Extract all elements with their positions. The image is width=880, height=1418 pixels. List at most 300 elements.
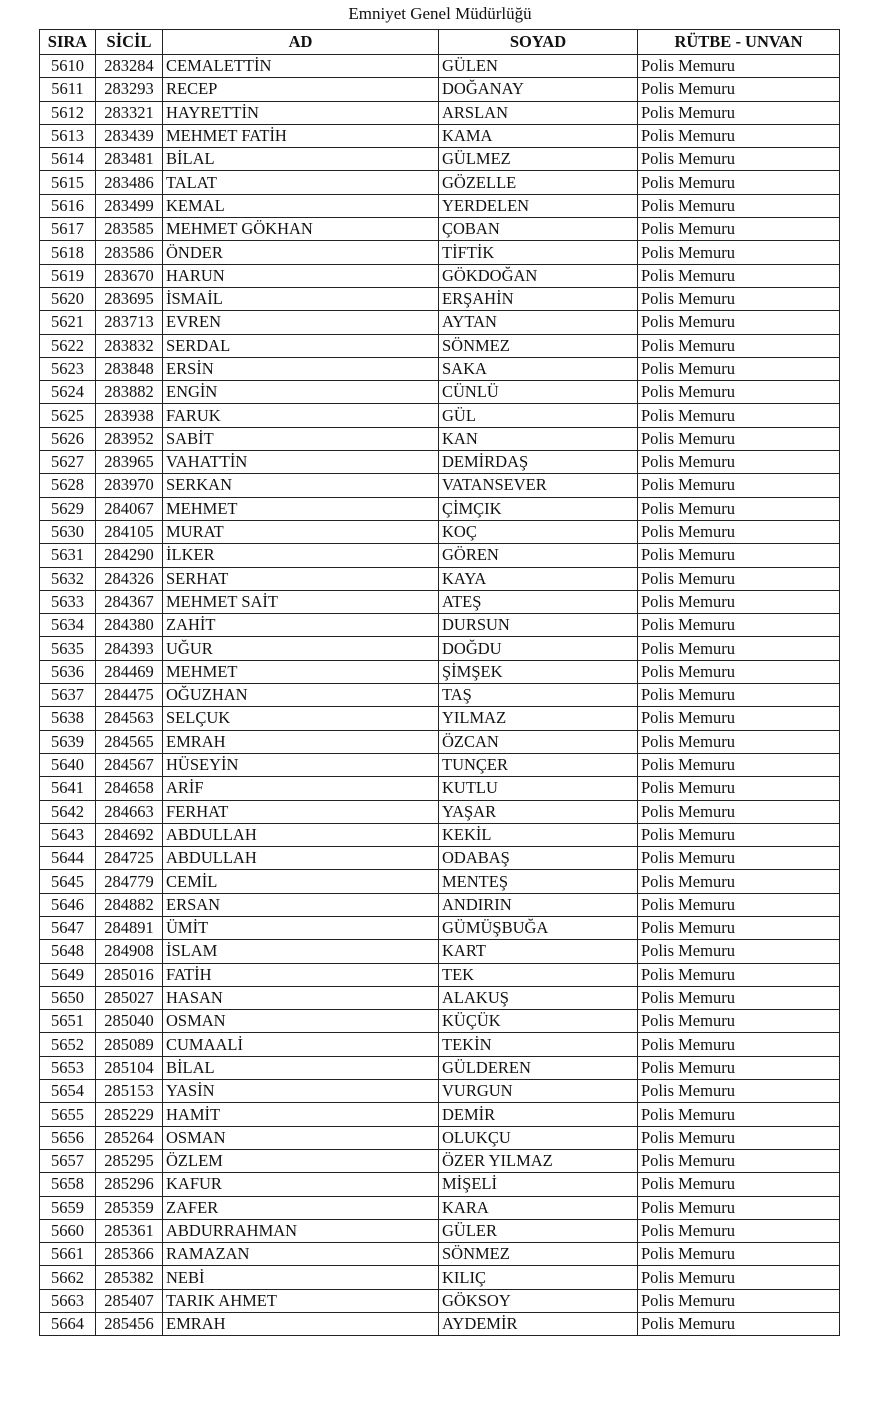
cell-soyad: TEKİN (439, 1033, 638, 1056)
table-row (40, 660, 840, 683)
cell-ad: HARUN (163, 264, 439, 287)
cell-sicil: 283970 (96, 474, 163, 497)
cell-rutbe: Polis Memuru (638, 777, 840, 800)
cell-ad: SERKAN (163, 474, 439, 497)
cell-sira: 5651 (40, 1010, 96, 1033)
cell-sicil: 284380 (96, 614, 163, 637)
cell-soyad: GÜL (439, 404, 638, 427)
cell-ad: SELÇUK (163, 707, 439, 730)
header-rutbe: RÜTBE - UNVAN (638, 30, 840, 55)
cell-sira: 5640 (40, 753, 96, 776)
cell-ad: EMRAH (163, 730, 439, 753)
cell-sicil: 285153 (96, 1080, 163, 1103)
cell-soyad: GÖKSOY (439, 1289, 638, 1312)
cell-rutbe: Polis Memuru (638, 637, 840, 660)
cell-sicil: 285407 (96, 1289, 163, 1312)
table-row (40, 684, 840, 707)
table-row (40, 1196, 840, 1219)
cell-sicil: 284663 (96, 800, 163, 823)
cell-rutbe: Polis Memuru (638, 753, 840, 776)
cell-ad: HASAN (163, 986, 439, 1009)
cell-soyad: SAKA (439, 357, 638, 380)
cell-sira: 5662 (40, 1266, 96, 1289)
cell-rutbe: Polis Memuru (638, 124, 840, 147)
cell-sira: 5626 (40, 427, 96, 450)
cell-rutbe: Polis Memuru (638, 1313, 840, 1336)
cell-sira: 5634 (40, 614, 96, 637)
cell-rutbe: Polis Memuru (638, 707, 840, 730)
cell-soyad: KOÇ (439, 520, 638, 543)
cell-ad: ÖZLEM (163, 1149, 439, 1172)
cell-rutbe: Polis Memuru (638, 218, 840, 241)
cell-ad: MEHMET GÖKHAN (163, 218, 439, 241)
cell-sicil: 284779 (96, 870, 163, 893)
table-row (40, 800, 840, 823)
cell-rutbe: Polis Memuru (638, 55, 840, 78)
cell-ad: TARIK AHMET (163, 1289, 439, 1312)
table-row (40, 404, 840, 427)
table-row (40, 893, 840, 916)
cell-sicil: 284067 (96, 497, 163, 520)
table-row (40, 1313, 840, 1336)
cell-ad: İLKER (163, 544, 439, 567)
table-row (40, 614, 840, 637)
table-row (40, 1173, 840, 1196)
cell-sicil: 283284 (96, 55, 163, 78)
personnel-table (39, 29, 840, 1336)
table-row (40, 823, 840, 846)
table-row (40, 1243, 840, 1266)
cell-sira: 5658 (40, 1173, 96, 1196)
cell-sicil: 283965 (96, 451, 163, 474)
table-row (40, 241, 840, 264)
table-row (40, 1010, 840, 1033)
cell-ad: EVREN (163, 311, 439, 334)
cell-soyad: MENTEŞ (439, 870, 638, 893)
cell-ad: RAMAZAN (163, 1243, 439, 1266)
table-row (40, 287, 840, 310)
cell-sira: 5615 (40, 171, 96, 194)
cell-sira: 5624 (40, 381, 96, 404)
table-row (40, 381, 840, 404)
cell-rutbe: Polis Memuru (638, 847, 840, 870)
header-sira: SIRA (40, 30, 96, 55)
cell-sira: 5630 (40, 520, 96, 543)
cell-soyad: DOĞANAY (439, 78, 638, 101)
cell-sicil: 284469 (96, 660, 163, 683)
table-row (40, 1149, 840, 1172)
cell-sira: 5611 (40, 78, 96, 101)
cell-sira: 5654 (40, 1080, 96, 1103)
cell-sira: 5653 (40, 1056, 96, 1079)
cell-ad: MEHMET SAİT (163, 590, 439, 613)
cell-ad: EMRAH (163, 1313, 439, 1336)
cell-sicil: 283585 (96, 218, 163, 241)
cell-rutbe: Polis Memuru (638, 1173, 840, 1196)
table-row (40, 334, 840, 357)
table-row (40, 986, 840, 1009)
cell-soyad: AYTAN (439, 311, 638, 334)
cell-soyad: TUNÇER (439, 753, 638, 776)
cell-soyad: KARA (439, 1196, 638, 1219)
table-row (40, 847, 840, 870)
cell-sira: 5639 (40, 730, 96, 753)
cell-sicil: 285016 (96, 963, 163, 986)
cell-sicil: 283499 (96, 194, 163, 217)
cell-sira: 5648 (40, 940, 96, 963)
cell-soyad: KAN (439, 427, 638, 450)
cell-ad: KAFUR (163, 1173, 439, 1196)
table-row (40, 1219, 840, 1242)
cell-soyad: ÖZER YILMAZ (439, 1149, 638, 1172)
cell-sicil: 285296 (96, 1173, 163, 1196)
cell-sicil: 284891 (96, 916, 163, 939)
cell-sira: 5652 (40, 1033, 96, 1056)
cell-sicil: 285040 (96, 1010, 163, 1033)
cell-sira: 5620 (40, 287, 96, 310)
header-ad: AD (163, 30, 439, 55)
cell-sicil: 283670 (96, 264, 163, 287)
cell-sira: 5644 (40, 847, 96, 870)
cell-ad: CEMİL (163, 870, 439, 893)
table-row (40, 590, 840, 613)
cell-rutbe: Polis Memuru (638, 520, 840, 543)
cell-ad: SERHAT (163, 567, 439, 590)
table-row (40, 124, 840, 147)
cell-rutbe: Polis Memuru (638, 1266, 840, 1289)
cell-ad: ENGİN (163, 381, 439, 404)
cell-ad: ZAHİT (163, 614, 439, 637)
cell-sira: 5657 (40, 1149, 96, 1172)
cell-soyad: YILMAZ (439, 707, 638, 730)
cell-soyad: TEK (439, 963, 638, 986)
cell-ad: BİLAL (163, 1056, 439, 1079)
cell-ad: KEMAL (163, 194, 439, 217)
cell-sira: 5625 (40, 404, 96, 427)
cell-rutbe: Polis Memuru (638, 194, 840, 217)
cell-sira: 5631 (40, 544, 96, 567)
cell-sira: 5610 (40, 55, 96, 78)
cell-sira: 5635 (40, 637, 96, 660)
table-row (40, 427, 840, 450)
cell-ad: VAHATTİN (163, 451, 439, 474)
table-row (40, 474, 840, 497)
cell-soyad: KAMA (439, 124, 638, 147)
table-row (40, 1103, 840, 1126)
cell-ad: ERSİN (163, 357, 439, 380)
cell-soyad: ERŞAHİN (439, 287, 638, 310)
cell-rutbe: Polis Memuru (638, 684, 840, 707)
table-header-row (40, 30, 840, 55)
cell-rutbe: Polis Memuru (638, 241, 840, 264)
table-row (40, 101, 840, 124)
cell-sira: 5616 (40, 194, 96, 217)
cell-rutbe: Polis Memuru (638, 474, 840, 497)
cell-ad: ÖNDER (163, 241, 439, 264)
cell-rutbe: Polis Memuru (638, 1289, 840, 1312)
cell-rutbe: Polis Memuru (638, 427, 840, 450)
cell-soyad: VATANSEVER (439, 474, 638, 497)
cell-ad: SABİT (163, 427, 439, 450)
cell-ad: İSLAM (163, 940, 439, 963)
cell-sicil: 283832 (96, 334, 163, 357)
table-row (40, 171, 840, 194)
cell-sira: 5661 (40, 1243, 96, 1266)
cell-soyad: SÖNMEZ (439, 334, 638, 357)
cell-rutbe: Polis Memuru (638, 148, 840, 171)
cell-sicil: 283848 (96, 357, 163, 380)
cell-ad: RECEP (163, 78, 439, 101)
cell-ad: MURAT (163, 520, 439, 543)
cell-sicil: 283586 (96, 241, 163, 264)
cell-rutbe: Polis Memuru (638, 1243, 840, 1266)
cell-rutbe: Polis Memuru (638, 101, 840, 124)
cell-soyad: GÖZELLE (439, 171, 638, 194)
cell-rutbe: Polis Memuru (638, 614, 840, 637)
cell-soyad: GÜLDEREN (439, 1056, 638, 1079)
cell-sicil: 284393 (96, 637, 163, 660)
cell-soyad: GÜMÜŞBUĞA (439, 916, 638, 939)
cell-sicil: 284290 (96, 544, 163, 567)
cell-rutbe: Polis Memuru (638, 823, 840, 846)
cell-sira: 5612 (40, 101, 96, 124)
cell-soyad: ODABAŞ (439, 847, 638, 870)
cell-sicil: 284882 (96, 893, 163, 916)
cell-soyad: DOĞDU (439, 637, 638, 660)
table-row (40, 520, 840, 543)
cell-sira: 5636 (40, 660, 96, 683)
cell-sicil: 285027 (96, 986, 163, 1009)
cell-sicil: 284908 (96, 940, 163, 963)
cell-soyad: ALAKUŞ (439, 986, 638, 1009)
cell-rutbe: Polis Memuru (638, 1126, 840, 1149)
cell-soyad: TİFTİK (439, 241, 638, 264)
cell-rutbe: Polis Memuru (638, 870, 840, 893)
cell-soyad: GÜLEN (439, 55, 638, 78)
cell-rutbe: Polis Memuru (638, 800, 840, 823)
cell-sira: 5647 (40, 916, 96, 939)
table-row (40, 357, 840, 380)
cell-sicil: 285104 (96, 1056, 163, 1079)
cell-rutbe: Polis Memuru (638, 1196, 840, 1219)
cell-rutbe: Polis Memuru (638, 404, 840, 427)
cell-ad: SERDAL (163, 334, 439, 357)
cell-sicil: 284475 (96, 684, 163, 707)
cell-sira: 5627 (40, 451, 96, 474)
cell-sicil: 283321 (96, 101, 163, 124)
cell-sira: 5646 (40, 893, 96, 916)
cell-rutbe: Polis Memuru (638, 544, 840, 567)
cell-sicil: 284326 (96, 567, 163, 590)
cell-sira: 5649 (40, 963, 96, 986)
table-row (40, 78, 840, 101)
cell-ad: HÜSEYİN (163, 753, 439, 776)
cell-rutbe: Polis Memuru (638, 940, 840, 963)
cell-sicil: 283481 (96, 148, 163, 171)
cell-sicil: 283952 (96, 427, 163, 450)
document-title: Emniyet Genel Müdürlüğü (348, 4, 532, 23)
cell-sira: 5628 (40, 474, 96, 497)
cell-ad: YASİN (163, 1080, 439, 1103)
cell-sicil: 285264 (96, 1126, 163, 1149)
cell-ad: ÜMİT (163, 916, 439, 939)
cell-rutbe: Polis Memuru (638, 590, 840, 613)
cell-ad: MEHMET (163, 660, 439, 683)
cell-rutbe: Polis Memuru (638, 916, 840, 939)
cell-sira: 5642 (40, 800, 96, 823)
table-row (40, 1033, 840, 1056)
cell-sicil: 285229 (96, 1103, 163, 1126)
cell-ad: CUMAALİ (163, 1033, 439, 1056)
cell-soyad: KART (439, 940, 638, 963)
table-row (40, 311, 840, 334)
cell-soyad: GÖREN (439, 544, 638, 567)
cell-soyad: ATEŞ (439, 590, 638, 613)
cell-sira: 5643 (40, 823, 96, 846)
cell-soyad: DEMİR (439, 1103, 638, 1126)
cell-sira: 5660 (40, 1219, 96, 1242)
cell-sira: 5638 (40, 707, 96, 730)
cell-rutbe: Polis Memuru (638, 1056, 840, 1079)
cell-sira: 5613 (40, 124, 96, 147)
header-sicil: SİCİL (96, 30, 163, 55)
cell-ad: ARİF (163, 777, 439, 800)
cell-soyad: TAŞ (439, 684, 638, 707)
cell-sira: 5656 (40, 1126, 96, 1149)
table-row (40, 567, 840, 590)
cell-sira: 5655 (40, 1103, 96, 1126)
cell-soyad: GÖKDOĞAN (439, 264, 638, 287)
cell-rutbe: Polis Memuru (638, 963, 840, 986)
cell-soyad: KILIÇ (439, 1266, 638, 1289)
cell-sicil: 284692 (96, 823, 163, 846)
cell-sira: 5663 (40, 1289, 96, 1312)
cell-ad: MEHMET FATİH (163, 124, 439, 147)
table-row (40, 870, 840, 893)
cell-ad: ERSAN (163, 893, 439, 916)
cell-sicil: 283713 (96, 311, 163, 334)
table-row (40, 451, 840, 474)
header-soyad: SOYAD (439, 30, 638, 55)
cell-soyad: AYDEMİR (439, 1313, 638, 1336)
cell-soyad: YAŞAR (439, 800, 638, 823)
cell-soyad: DURSUN (439, 614, 638, 637)
cell-sicil: 284367 (96, 590, 163, 613)
cell-ad: ABDULLAH (163, 823, 439, 846)
cell-ad: FATİH (163, 963, 439, 986)
table-row (40, 1289, 840, 1312)
table-row (40, 497, 840, 520)
cell-soyad: MİŞELİ (439, 1173, 638, 1196)
cell-ad: ABDURRAHMAN (163, 1219, 439, 1242)
cell-sicil: 283695 (96, 287, 163, 310)
cell-ad: FERHAT (163, 800, 439, 823)
cell-ad: NEBİ (163, 1266, 439, 1289)
cell-soyad: VURGUN (439, 1080, 638, 1103)
cell-ad: CEMALETTİN (163, 55, 439, 78)
cell-ad: ABDULLAH (163, 847, 439, 870)
cell-rutbe: Polis Memuru (638, 1219, 840, 1242)
cell-sira: 5659 (40, 1196, 96, 1219)
cell-sicil: 285456 (96, 1313, 163, 1336)
cell-sicil: 283938 (96, 404, 163, 427)
cell-ad: HAMİT (163, 1103, 439, 1126)
cell-ad: TALAT (163, 171, 439, 194)
cell-sicil: 284563 (96, 707, 163, 730)
table-row (40, 1056, 840, 1079)
cell-rutbe: Polis Memuru (638, 334, 840, 357)
cell-sira: 5637 (40, 684, 96, 707)
cell-soyad: KEKİL (439, 823, 638, 846)
cell-rutbe: Polis Memuru (638, 287, 840, 310)
cell-sira: 5664 (40, 1313, 96, 1336)
cell-ad: HAYRETTİN (163, 101, 439, 124)
cell-ad: MEHMET (163, 497, 439, 520)
cell-sira: 5641 (40, 777, 96, 800)
cell-soyad: ARSLAN (439, 101, 638, 124)
table-row (40, 148, 840, 171)
table-row (40, 940, 840, 963)
cell-rutbe: Polis Memuru (638, 893, 840, 916)
cell-soyad: SÖNMEZ (439, 1243, 638, 1266)
cell-sira: 5617 (40, 218, 96, 241)
cell-rutbe: Polis Memuru (638, 357, 840, 380)
cell-rutbe: Polis Memuru (638, 1010, 840, 1033)
table-row (40, 1266, 840, 1289)
cell-soyad: KÜÇÜK (439, 1010, 638, 1033)
cell-soyad: GÜLMEZ (439, 148, 638, 171)
cell-soyad: GÜLER (439, 1219, 638, 1242)
cell-sicil: 284658 (96, 777, 163, 800)
cell-sira: 5614 (40, 148, 96, 171)
table-row (40, 777, 840, 800)
table-row (40, 753, 840, 776)
cell-ad: UĞUR (163, 637, 439, 660)
table-row (40, 707, 840, 730)
cell-sicil: 285382 (96, 1266, 163, 1289)
cell-sicil: 284567 (96, 753, 163, 776)
table-row (40, 55, 840, 78)
cell-soyad: YERDELEN (439, 194, 638, 217)
table-row (40, 963, 840, 986)
cell-soyad: OLUKÇU (439, 1126, 638, 1149)
table-row (40, 218, 840, 241)
cell-sira: 5623 (40, 357, 96, 380)
cell-ad: İSMAİL (163, 287, 439, 310)
cell-rutbe: Polis Memuru (638, 78, 840, 101)
cell-rutbe: Polis Memuru (638, 171, 840, 194)
table-row (40, 916, 840, 939)
cell-rutbe: Polis Memuru (638, 1080, 840, 1103)
cell-sicil: 284725 (96, 847, 163, 870)
cell-sira: 5650 (40, 986, 96, 1009)
table-row (40, 730, 840, 753)
cell-sicil: 285089 (96, 1033, 163, 1056)
cell-soyad: CÜNLÜ (439, 381, 638, 404)
cell-soyad: ANDIRIN (439, 893, 638, 916)
cell-rutbe: Polis Memuru (638, 381, 840, 404)
cell-ad: ZAFER (163, 1196, 439, 1219)
cell-soyad: ÇOBAN (439, 218, 638, 241)
cell-soyad: ŞİMŞEK (439, 660, 638, 683)
cell-soyad: ÇİMÇIK (439, 497, 638, 520)
cell-ad: BİLAL (163, 148, 439, 171)
cell-rutbe: Polis Memuru (638, 264, 840, 287)
cell-sicil: 283439 (96, 124, 163, 147)
cell-sicil: 284565 (96, 730, 163, 753)
table-row (40, 544, 840, 567)
cell-rutbe: Polis Memuru (638, 567, 840, 590)
